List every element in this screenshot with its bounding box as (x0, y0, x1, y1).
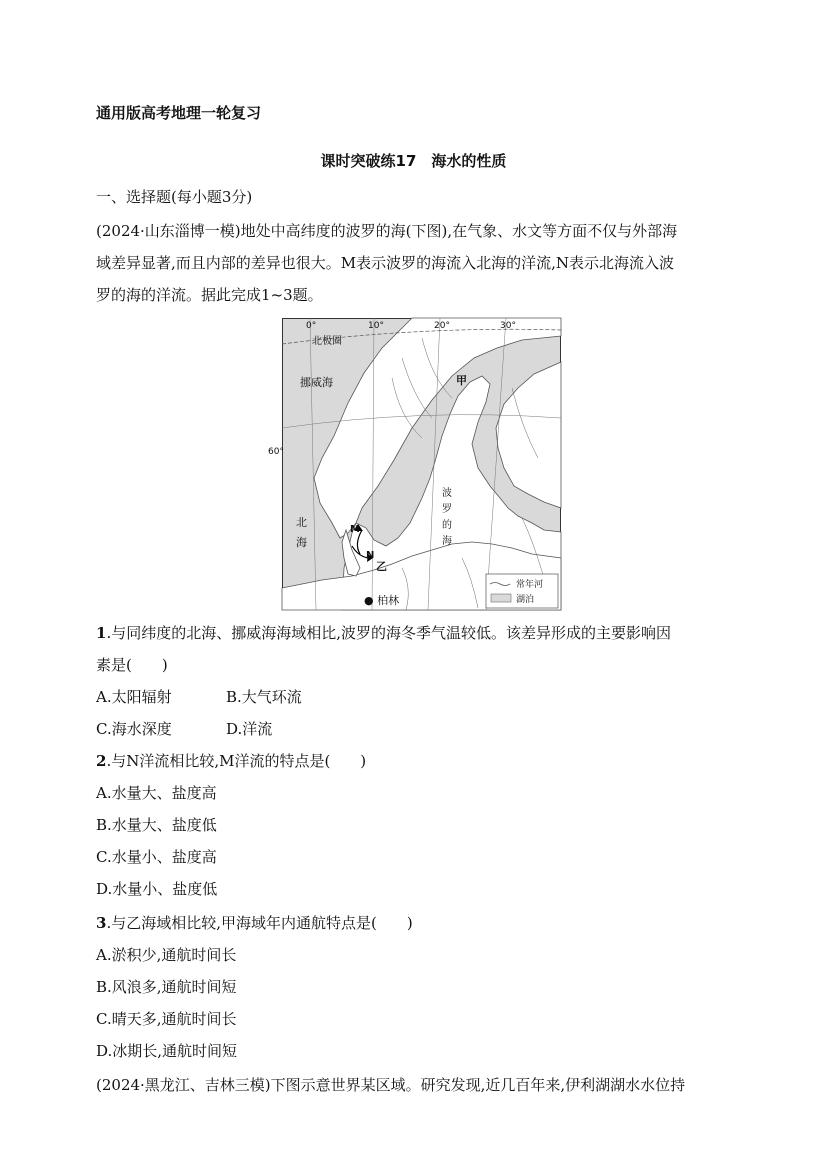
q2-option-d: D.水量小、盐度低 (96, 880, 218, 898)
q1-option-b: B.大气环流 (226, 688, 302, 706)
label-n: N (366, 550, 375, 561)
q2-option-c: C.水量小、盐度高 (96, 848, 217, 866)
lon-label-10: 10° (368, 321, 384, 331)
lon-label-30: 30° (500, 321, 516, 331)
intro-line-1: (2024·山东淄博一模)地处中高纬度的波罗的海(下图),在气象、水文等方面不仅与外部海 (96, 222, 678, 240)
q3-option-b: B.风浪多,通航时间短 (96, 978, 237, 996)
lon-label-0: 0° (306, 321, 317, 331)
label-north-sea-2: 海 (296, 536, 307, 549)
label-baltic-4: 海 (442, 536, 452, 547)
label-north-sea-1: 北 (296, 516, 307, 529)
page-title: 课时突破练17 海水的性质 (320, 152, 507, 170)
q1-option-c: C.海水深度 (96, 720, 172, 738)
q1-stem-line2: 素是( ) (96, 656, 168, 674)
q2-stem: 2.与N洋流相比较,M洋流的特点是( ) (96, 752, 367, 770)
q3-option-d: D.冰期长,通航时间短 (96, 1042, 238, 1060)
lat-label-60: 60° (268, 447, 284, 457)
q2-option-a: A.水量大、盐度高 (96, 784, 217, 802)
label-m: M (350, 524, 360, 535)
section-heading: 一、选择题(每小题3分) (96, 188, 253, 206)
q3-option-c: C.晴天多,通航时间长 (96, 1010, 237, 1028)
label-arctic-circle: 北极圈 (312, 336, 342, 347)
q1-option-a: A.太阳辐射 (96, 688, 172, 706)
label-jia: 甲 (456, 374, 467, 387)
intro-line-2: 域差异显著,而且内部的差异也很大。M表示波罗的海流入北海的洋流,N表示北海流入波 (96, 254, 675, 272)
baltic-sea-map (268, 318, 561, 610)
legend-lake: 湖泊 (516, 595, 535, 605)
document-header: 通用版高考地理一轮复习 (96, 104, 262, 122)
label-norwegian-sea: 挪威海 (300, 376, 333, 389)
next-intro: (2024·黑龙江、吉林三模)下图示意世界某区域。研究发现,近几百年来,伊利湖湖水水位持 (96, 1076, 686, 1094)
intro-line-3: 罗的海的洋流。据此完成1~3题。 (96, 286, 323, 304)
label-yi: 乙 (376, 560, 387, 573)
label-baltic-1: 波 (442, 488, 452, 499)
legend-river: 常年河 (516, 580, 544, 590)
q1-stem-line1: 1.与同纬度的北海、挪威海海域相比,波罗的海冬季气温较低。该差异形成的主要影响因 (96, 624, 671, 642)
q3-stem: 3.与乙海域相比较,甲海域年内通航特点是( ) (96, 914, 413, 932)
lon-label-20: 20° (434, 321, 450, 331)
q2-option-b: B.水量大、盐度低 (96, 816, 217, 834)
label-baltic-2: 罗 (442, 504, 452, 515)
q1-option-d: D.洋流 (226, 720, 273, 738)
label-baltic-3: 的 (442, 520, 452, 531)
berlin-label: ● 柏林 (364, 594, 400, 607)
q3-option-a: A.淤积少,通航时间长 (96, 946, 237, 964)
